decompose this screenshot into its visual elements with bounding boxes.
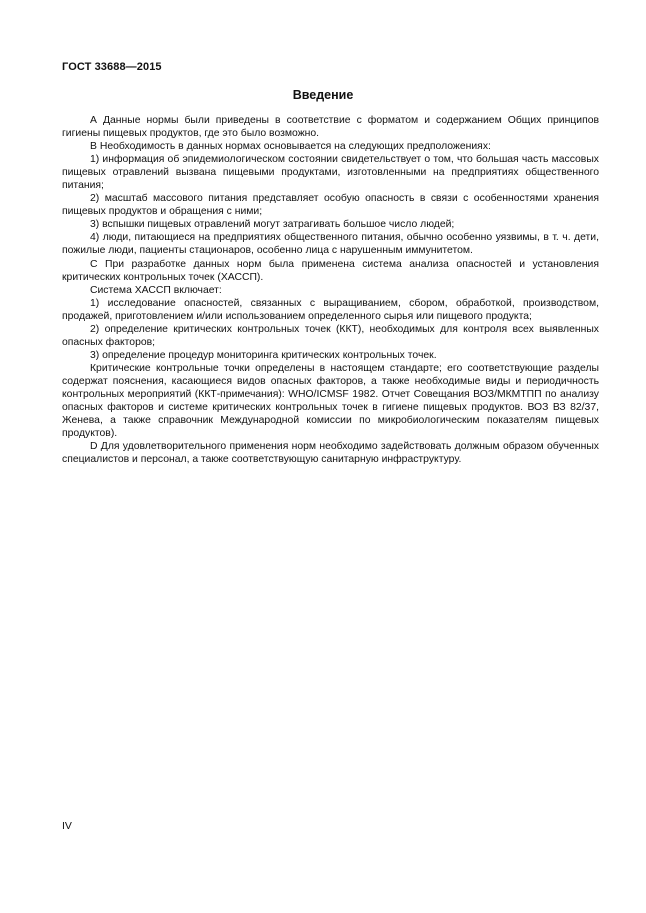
page-number: IV <box>62 820 72 832</box>
paragraph-haccp-item-1: 1) исследование опасностей, связанных с выращиванием, сбором, обработкой, производством, продажей, приготовлением и/или использованием определенного сырья или пищевого продукта; <box>62 297 599 322</box>
paragraph-haccp-item-2: 2) определение критических контрольных точек (ККТ), необходимых для контроля всех выявленных опасных факторов; <box>62 323 599 348</box>
paragraph-b-item-3: 3) вспышки пищевых отравлений могут затрагивать большое число людей; <box>90 219 455 231</box>
paragraph-b: В Необходимость в данных нормах основывается на следующих предположениях: <box>90 141 491 153</box>
paragraph-b-item-1: 1) информация об эпидемиологическом состоянии свидетельствует о том, что большая часть массовых пищевых отравлений вызвана пищевыми продуктами, изготовленными на предприятиях общественного питания; <box>62 154 599 192</box>
paragraph-b-item-2: 2) масштаб массового питания представляет особую опасность в связи с особенностями хранения пищевых продуктов и обращения с ними; <box>62 193 599 218</box>
paragraph-haccp-item-3: 3) определение процедур мониторинга критических контрольных точек. <box>90 349 437 361</box>
section-title: Введение <box>292 88 354 102</box>
paragraph-d: D Для удовлетворительного применения норм необходимо задействовать должным образом обученных специалистов и персонал, а также соответствующую санитарную инфраструктуру. <box>62 441 599 466</box>
paragraph-b-item-4: 4) люди, питающиеся на предприятиях общественного питания, обычно особенно уязвимы, в т. ч. дети, пожилые люди, пациенты стационаров, особенно лица с нарушенным иммунитетом. <box>62 232 599 257</box>
paragraph-a: А Данные нормы были приведены в соответствие с форматом и содержанием Общих принципов гигиены пищевых продуктов, где это было возможно. <box>62 115 599 140</box>
document-header: ГОСТ 33688—2015 <box>62 61 162 73</box>
paragraph-c: С При разработке данных норм была применена система анализа опасностей и установления критических контрольных точек (ХАССП). <box>62 258 599 283</box>
paragraph-ccp-notes: Критические контрольные точки определены в настоящем стандарте; его соответствующие разделы содержат пояснения, касающиеся видов опасных факторов, а также необходимые виды и периодичность контрольных мероприятий (ККТ-примечания): WHO/ICMSF 1982. Отчет Совещания ВОЗ/МКМТПП по анализу опасных факторов и системе критических контрольных точек в гигиене пищевых продуктов. ВОЗ ВЗ 82/37, Женева, а также справочник Международной комиссии по микробиологическим показателям пищевых продуктов). <box>62 362 599 440</box>
body-text <box>62 114 599 466</box>
paragraph-haccp-intro: Система ХАССП включает: <box>90 284 222 296</box>
